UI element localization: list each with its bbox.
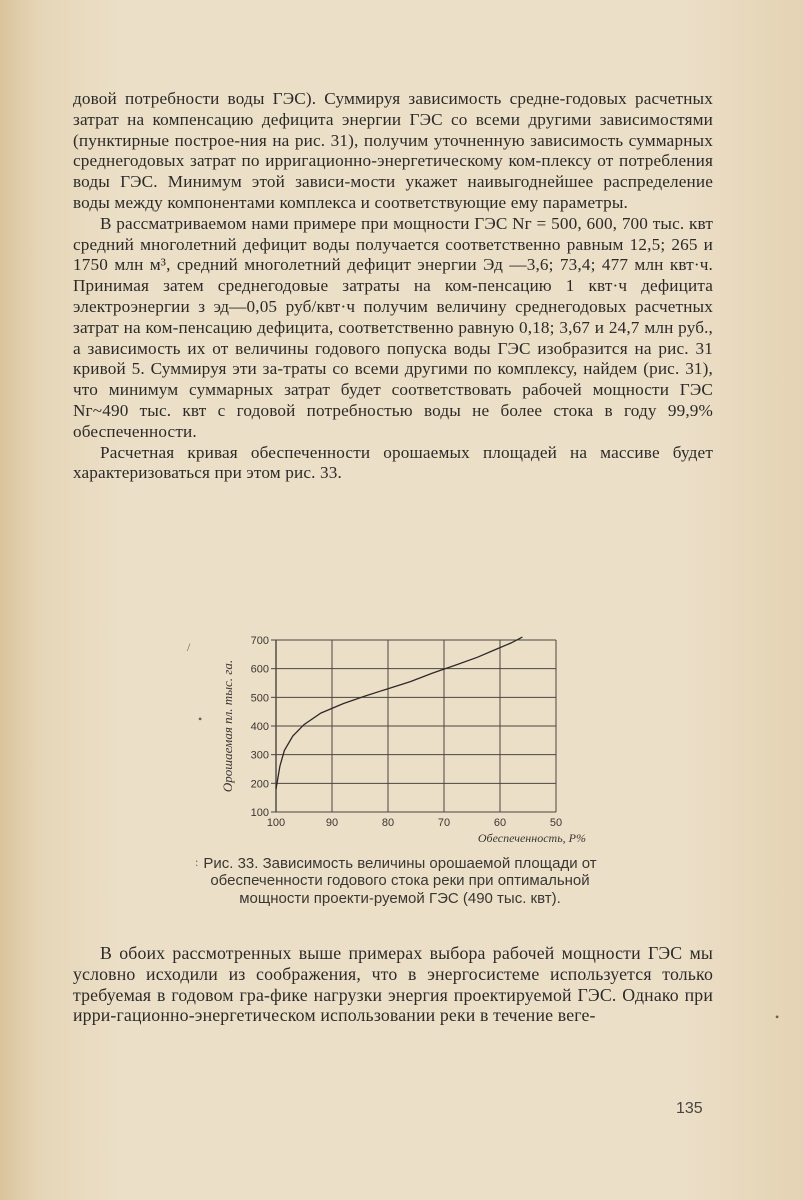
- stray-dot-right: •: [775, 1010, 780, 1024]
- x-tick-label-80: 80: [381, 817, 395, 829]
- stray-dot: •: [198, 712, 203, 726]
- figure-33: [210, 630, 600, 845]
- y-axis-label: Орошаемая пл. тыс. га.: [220, 659, 235, 793]
- y-tick-label-200: 200: [250, 778, 269, 791]
- chart-33: [210, 630, 600, 845]
- paragraph-1: довой потребности воды ГЭС). Суммируя зависимость средне-годовых расчетных затрат на компенсацию дефицита энергии ГЭС со всеми другими зависимостями (пунктирные построе-ния на рис. 31), получим уточненную зависимость суммарных среднегодовых затрат по ирригационно-энергетическому ком-плексу от потребления воды ГЭС. Минимум этой зависи-мости укажет наивыгоднейшее распределение воды между компонентами комплекса и соответствующие ему параметры.: [73, 89, 713, 212]
- page-number: 135: [676, 1100, 703, 1117]
- stray-mark: /: [187, 640, 191, 654]
- series-line-curve: [276, 637, 522, 789]
- x-tick-label-60: 60: [493, 817, 507, 829]
- y-tick-label-700: 700: [250, 635, 269, 647]
- x-tick-label-50: 50: [549, 817, 563, 829]
- paragraph-2: В рассматриваемом нами примере при мощности ГЭС Nг = 500, 600, 700 тыс. квт средний многолетний дефицит воды получается соответственно равным 12,5; 265 и 1750 млн м³, средний многолетний дефицит энергии Эд —3,6; 73,4; 477 млн квт·ч. Принимая затем среднегодовые затраты на ком-пенсацию 1 квт·ч дефицита электроэнергии з эд—0,05 руб/квт·ч получим величину среднегодовых расчетных затрат на ком-пенсацию дефицита, соответственно равную 0,18; 3,67 и 24,7 млн руб., а зависимость их от величины годового попуска воды ГЭС изобразится на рис. 31 кривой 5. Суммируя эти за-траты со всеми другими по комплексу, найдем (рис. 31), что минимум суммарных затрат будет соответствовать рабочей мощности ГЭС Nг~490 тыс. квт с годовой потребностью воды не более стока в году 99,9% обеспеченности.: [73, 213, 713, 441]
- stray-colon: :: [195, 855, 199, 869]
- body-text-top: [73, 89, 713, 484]
- body-text-bottom: [73, 943, 713, 1026]
- y-tick-label-500: 500: [250, 692, 269, 705]
- x-tick-label-90: 90: [325, 817, 339, 829]
- x-tick-label-100: 100: [266, 817, 286, 829]
- y-tick-label-300: 300: [250, 749, 269, 762]
- figure-caption: Рис. 33. Зависимость величины орошаемой площади от обеспеченности годового стока реки при оптимальной мощности проекти-руемой ГЭС (490 тыс. квт).: [203, 855, 597, 907]
- x-tick-label-70: 70: [437, 817, 451, 829]
- y-tick-label-600: 600: [250, 663, 269, 676]
- x-axis-label: Обеспеченность, P%: [477, 831, 586, 845]
- y-tick-label-400: 400: [250, 721, 269, 733]
- paragraph-4: В обоих рассмотренных выше примерах выбора рабочей мощности ГЭС мы условно исходили из соображения, что в энергосистеме используется только требуемая в годовом гра-фике нагрузки энергия проектируемой ГЭС. Однако при ирри-гационно-энергетическом использовании реки в течение веге-: [73, 943, 713, 1026]
- paragraph-3: Расчетная кривая обеспеченности орошаемых площадей на массиве будет характеризоваться при этом рис. 33.: [73, 442, 713, 483]
- y-tick-label-100: 100: [250, 807, 269, 819]
